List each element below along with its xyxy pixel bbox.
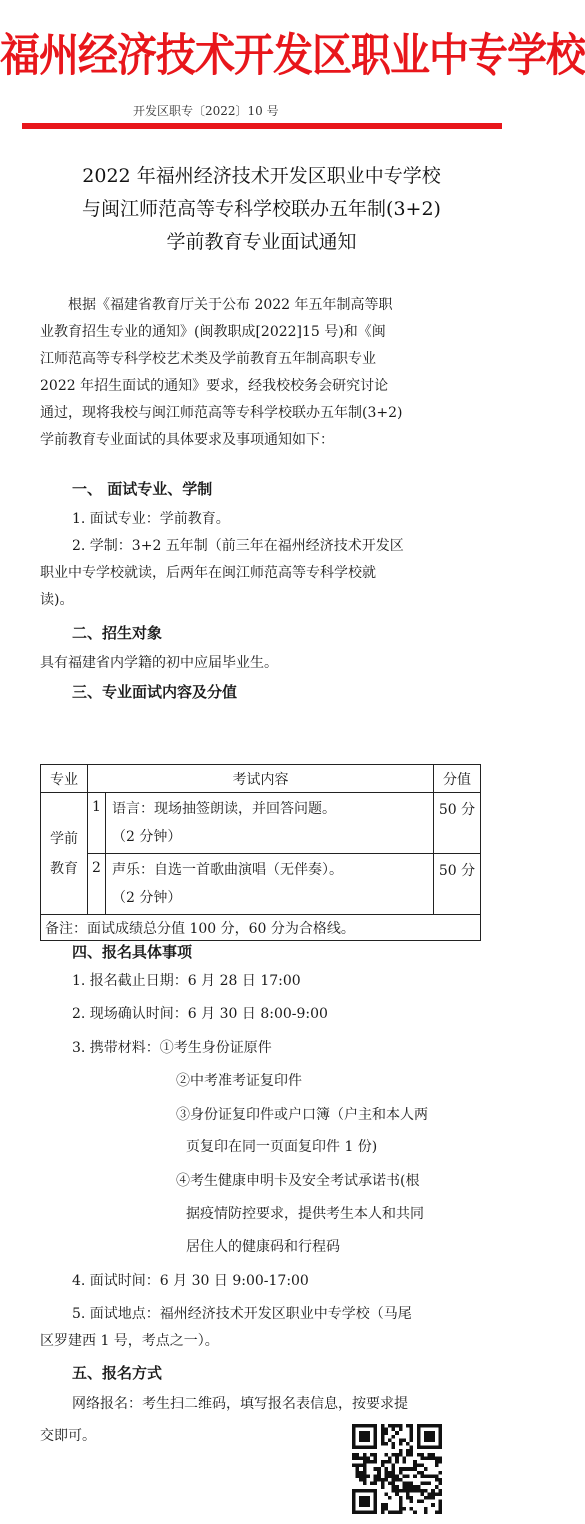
- intro-line: 通过，现将我校与闽江师范高等专科学校联办五年制(3+2): [40, 405, 403, 421]
- row-content: [106, 854, 434, 915]
- table-row: [41, 793, 481, 854]
- row-index: 1: [88, 793, 106, 854]
- intro-line: 2022 年招生面试的通知》要求，经我校校务会研究讨论: [40, 378, 389, 394]
- eligibility-text: 具有福建省内学籍的初中应届毕业生。: [40, 655, 278, 671]
- section-4-heading: 四、报名具体事项: [72, 943, 193, 961]
- confirm-item: 2. 现场确认时间：6 月 30 日 8:00-9:00: [72, 1006, 328, 1022]
- material-3-line-1: ③身份证复印件或户口簿（户主和本人两: [176, 1107, 428, 1123]
- section-3-heading: 三、专业面试内容及分值: [72, 683, 238, 701]
- major-cell-line: 教育: [50, 860, 78, 877]
- material-4-line-1: ④考生健康申明卡及安全考试承诺书(根: [176, 1173, 420, 1189]
- row-index: 2: [88, 854, 106, 915]
- notice-title: [20, 160, 503, 259]
- deadline-item: 1. 报名截止日期：6 月 28 日 17:00: [72, 973, 301, 989]
- document-number: 开发区职专〔2022〕10 号: [133, 104, 279, 118]
- registration-line-2: 交即可。: [40, 1428, 96, 1444]
- intro-line: 学前教育专业面试的具体要求及事项通知如下：: [40, 432, 334, 448]
- table-note: 备注：面试成绩总分值 100 分，60 分为合格线。: [41, 915, 481, 941]
- materials-item: 3. 携带材料：①考生身份证原件: [72, 1040, 272, 1056]
- duration-line: 职业中专学校就读，后两年在闽江师范高等专科学校就: [40, 565, 376, 581]
- header-content: 考试内容: [88, 765, 434, 793]
- interview-place-line-1: 5. 面试地点：福州经济技术开发区职业中专学校（马尾: [72, 1306, 412, 1322]
- table-row: [41, 854, 481, 915]
- row-score: 50 分: [434, 854, 481, 915]
- material-2: ②中考准考证复印件: [176, 1073, 302, 1089]
- school-name-header: 福州经济技术开发区职业中专学校: [0, 30, 585, 82]
- content-line: 语言：现场抽签朗读，并回答问题。: [112, 801, 336, 817]
- intro-line: 根据《福建省教育厅关于公布 2022 年五年制高等职: [68, 297, 393, 313]
- material-3-line-2: 页复印在同一页面复印件 1 份): [186, 1139, 378, 1155]
- qr-code-icon[interactable]: [352, 1424, 442, 1514]
- material-4-line-3: 居住人的健康码和行程码: [186, 1239, 340, 1255]
- major-item: 1. 面试专业：学前教育。: [72, 511, 230, 527]
- content-line: （2 分钟）: [112, 829, 182, 845]
- title-line-2: 与闽江师范高等专科学校联办五年制(3+2): [82, 198, 441, 220]
- table-note-row: [41, 915, 481, 941]
- major-cell-line: 学前: [50, 830, 78, 847]
- title-line-3: 学前教育专业面试通知: [166, 231, 357, 253]
- material-4-line-2: 据疫情防控要求，提供考生本人和共同: [186, 1206, 424, 1222]
- section-1-heading: 一、 面试专业、学制: [72, 480, 213, 498]
- major-cell: [41, 793, 88, 915]
- row-score: 50 分: [434, 793, 481, 854]
- duration-item: [40, 533, 492, 614]
- header-major: 专业: [41, 765, 88, 793]
- header-red-rule: [22, 123, 502, 129]
- registration-line-1: 网络报名：考生扫二维码，填写报名表信息，按要求提: [72, 1396, 408, 1412]
- section-2-heading: 二、招生对象: [72, 624, 163, 642]
- row-content: [106, 793, 434, 854]
- table-header-row: [41, 765, 481, 793]
- intro-paragraph: [40, 292, 492, 454]
- content-line: （2 分钟）: [112, 890, 182, 906]
- section-5-heading: 五、报名方式: [72, 1364, 163, 1382]
- content-line: 声乐：自选一首歌曲演唱（无伴奏）。: [112, 862, 343, 878]
- duration-line: 2. 学制：3+2 五年制（前三年在福州经济技术开发区: [72, 538, 404, 554]
- intro-line: 江师范高等专科学校艺术类及学前教育五年制高职专业: [40, 351, 376, 367]
- title-line-1: 2022 年福州经济技术开发区职业中专学校: [82, 165, 441, 187]
- interview-time-item: 4. 面试时间：6 月 30 日 9:00-17:00: [72, 1273, 309, 1289]
- duration-line: 读)。: [40, 592, 74, 608]
- intro-line: 业教育招生专业的通知》(闽教职成[2022]15 号)和《闽: [40, 324, 386, 340]
- interview-place-line-2: 区罗建西 1 号，考点之一）。: [40, 1333, 219, 1349]
- interview-score-table: [40, 764, 481, 941]
- header-score: 分值: [434, 765, 481, 793]
